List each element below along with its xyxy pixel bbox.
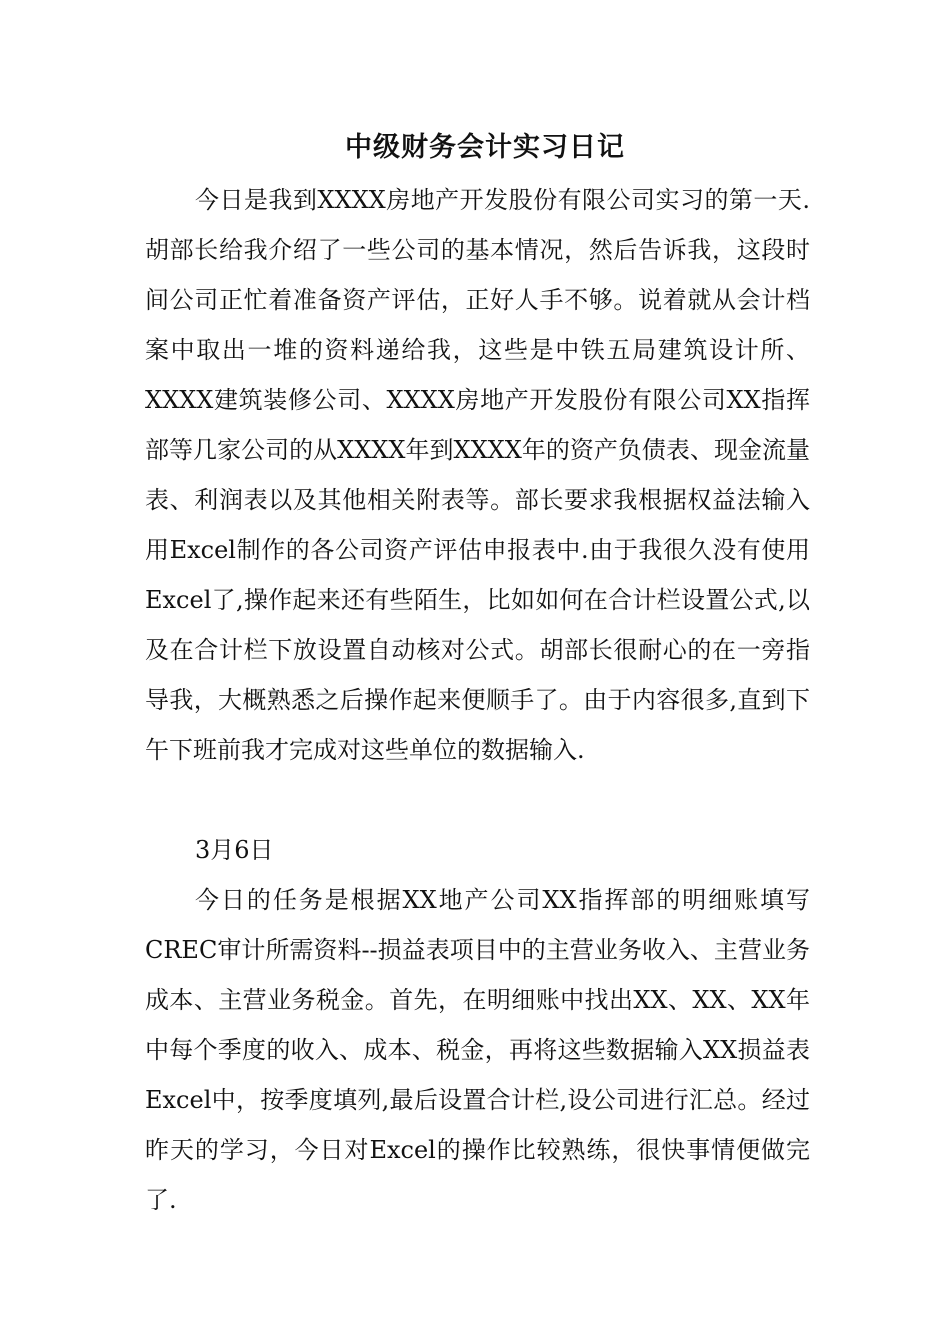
- document-title: 中级财务会计实习日记: [345, 132, 625, 163]
- date-heading: 3月6日: [195, 836, 274, 864]
- paragraph-first-day: 今日是我到XXXX房地产开发股份有限公司实习的第一天.胡部长给我介绍了一些公司的基本情况，然后告诉我，这段时间公司正忙着准备资产评估，正好人手不够。说着就从会计档案中取出一堆的资料递给我，这些是中铁五局建筑设计所、XXXX建筑装修公司、XXXX房地产开发股份有限公司XX指挥部等几家公司的从XXXX年到XXXX年的资产负债表、现金流量表、利润表以及其他相关附表等。部长要求我根据权益法输入用Excel制作的各公司资产评估申报表中.由于我很久没有使用Excel了,操作起来还有些陌生，比如如何在合计栏设置公式,以及在合计栏下放设置自动核对公式。胡部长很耐心的在一旁指导我，大概熟悉之后操作起来便顺手了。由于内容很多,直到下午下班前我才完成对这些单位的数据输入.: [145, 186, 810, 764]
- document-body: [145, 175, 810, 1225]
- paragraph-march-6: 今日的任务是根据XX地产公司XX指挥部的明细账填写CREC审计所需资料--损益表项目中的主营业务收入、主营业务成本、主营业务税金。首先，在明细账中找出XX、XX、XX年中每个季度的收入、成本、税金，再将这些数据输入XX损益表Excel中，按季度填列,最后设置合计栏,设公司进行汇总。经过昨天的学习，今日对Excel的操作比较熟练，很快事情便做完了.: [145, 886, 810, 1214]
